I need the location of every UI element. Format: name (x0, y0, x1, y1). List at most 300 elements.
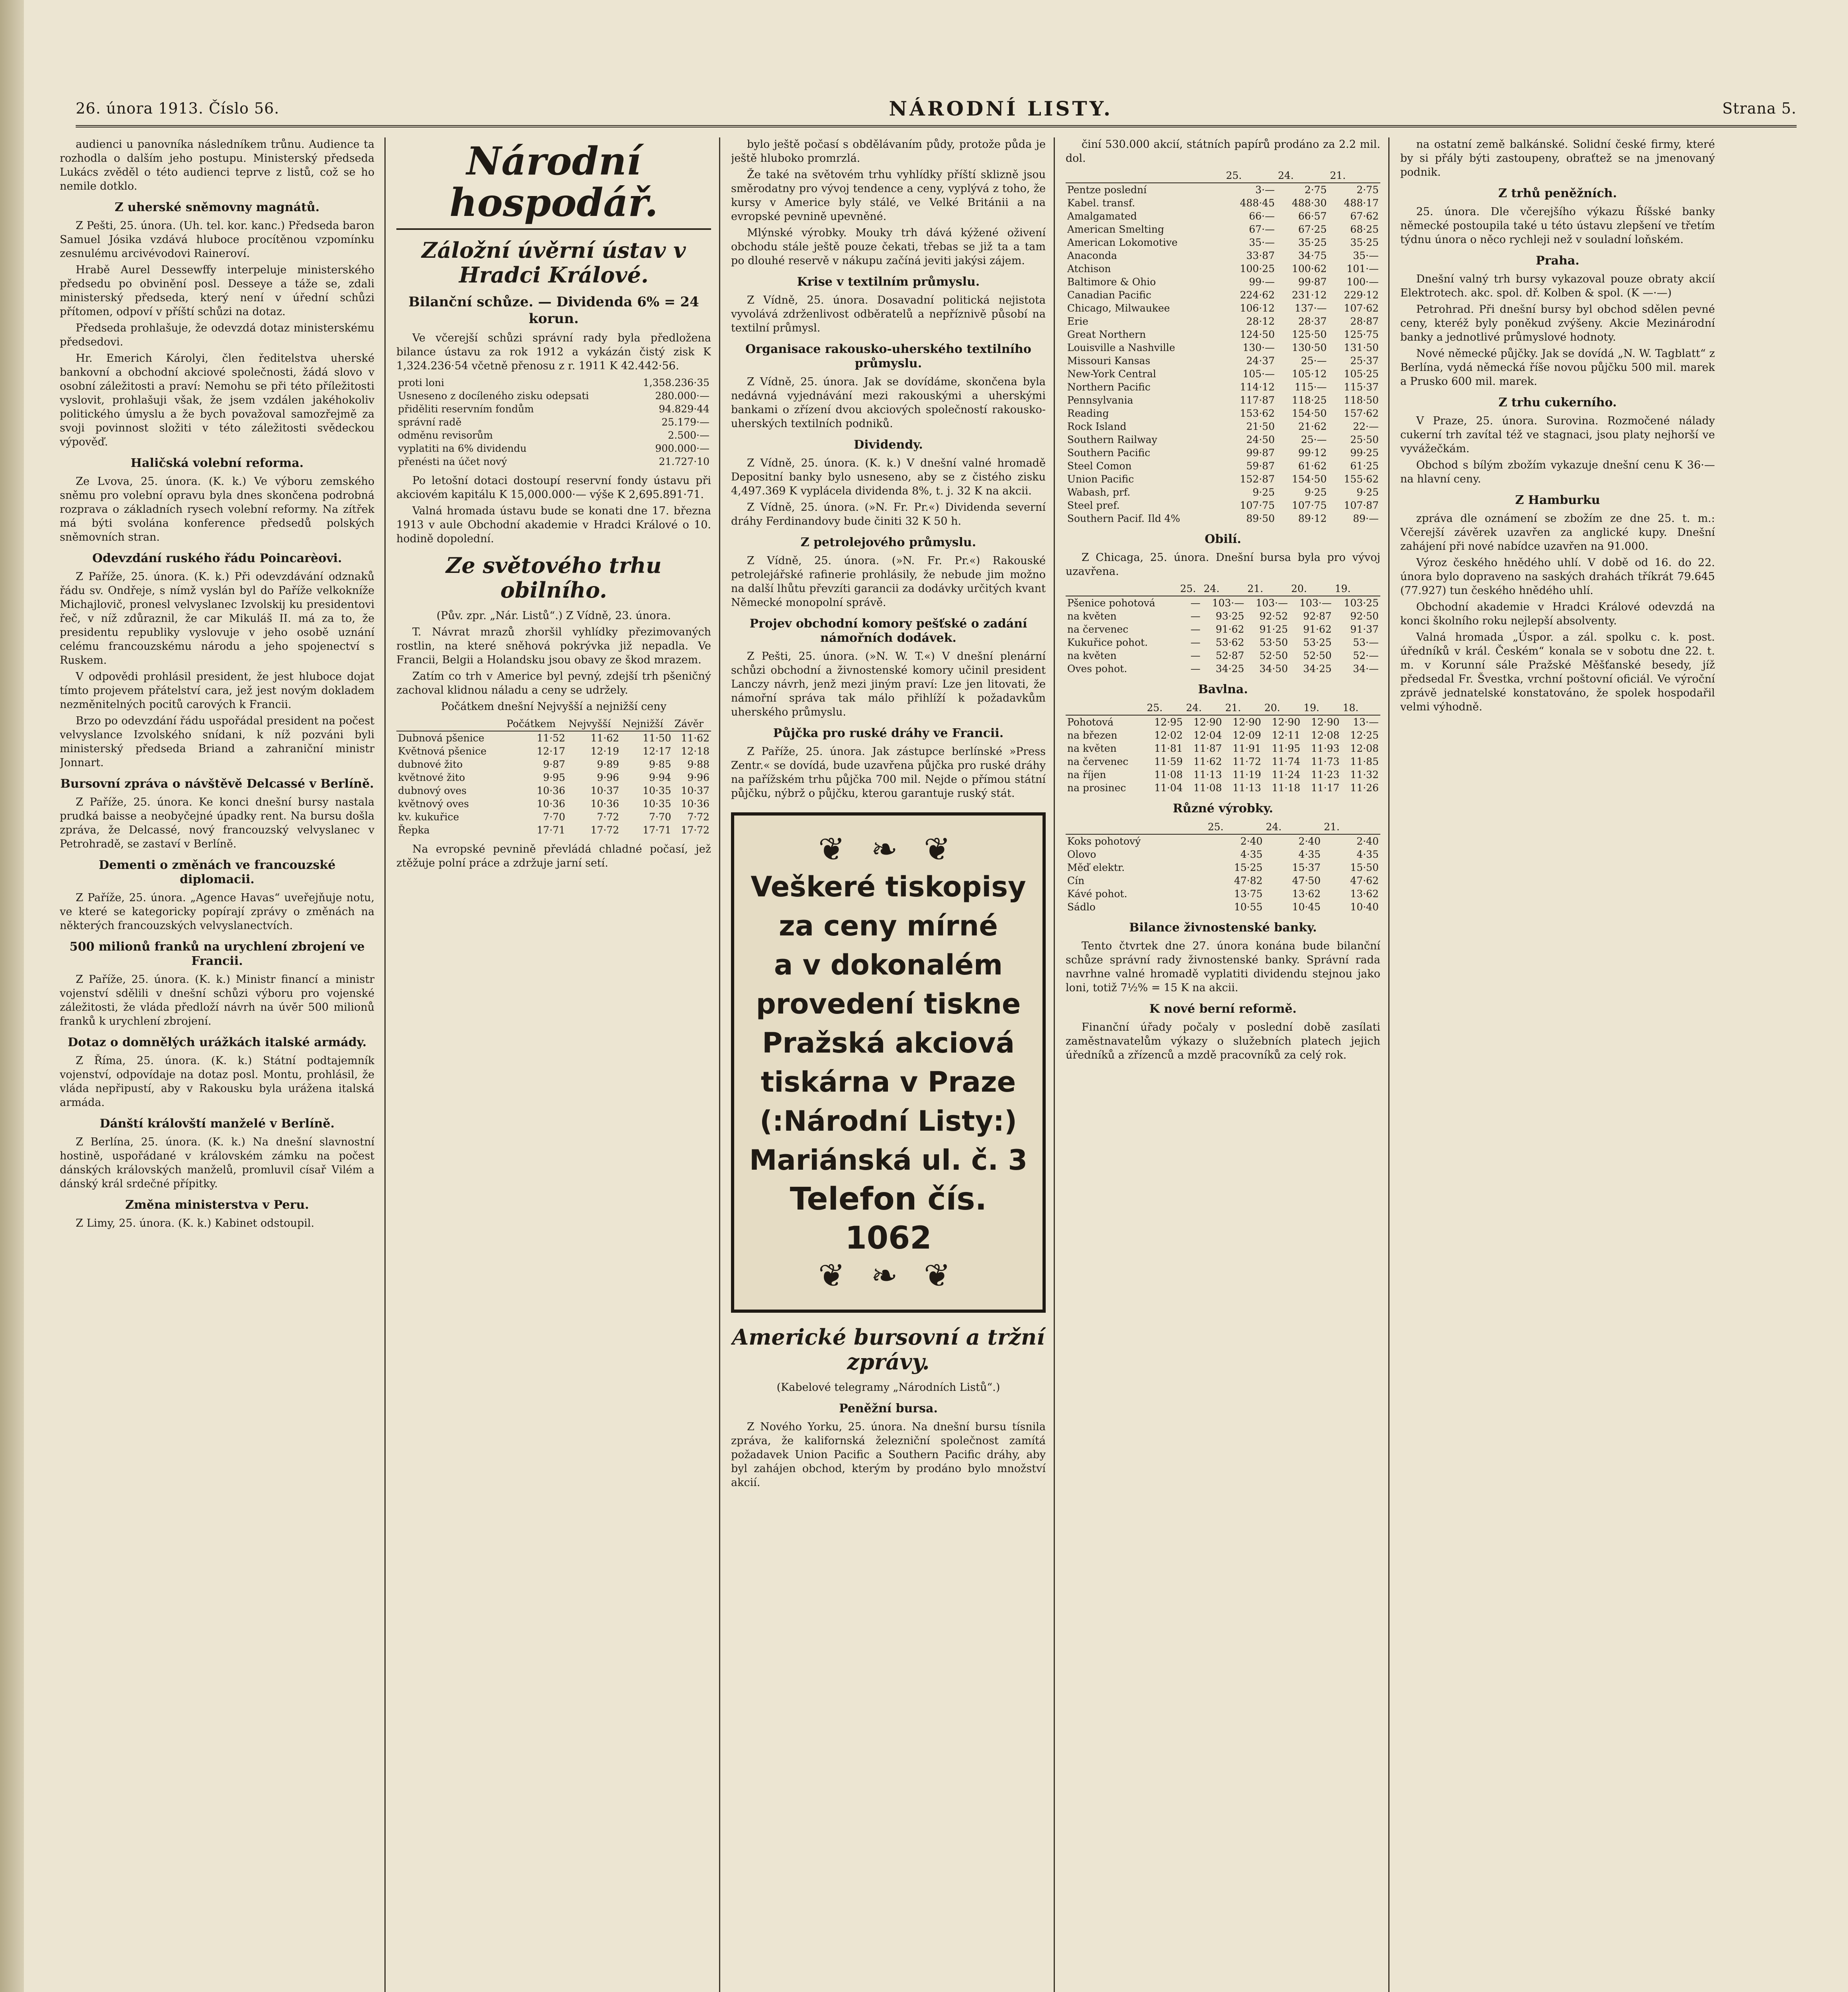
paragraph: bylo ještě počasí s obdělávaním půdy, protože půda je ještě hluboko promrzlá. (731, 138, 1046, 165)
ad-line: Mariánská ul. č. 3 (749, 1144, 1028, 1176)
column-header (1066, 582, 1178, 596)
table-cell: 17·71 (643, 824, 671, 836)
headline: Krise v textilním průmyslu. (797, 275, 980, 289)
table-cell: přiděliti reservním fondům (398, 403, 534, 415)
table-cell: 11·04 (1154, 782, 1183, 794)
table-cell: 105·12 (1292, 368, 1327, 380)
column-header: 19. (1302, 701, 1341, 715)
table-cell: 11·13 (1193, 769, 1222, 780)
table-cell: 17·72 (590, 824, 619, 836)
table-cell: 107·87 (1344, 500, 1379, 511)
paragraph: Brzo po odevzdání řádu uspořádal president na počest velvyslance Izvolského snídani, k níž pozváni byli ministerský předseda Briand a zahraniční ministr Jonnart. (60, 715, 374, 769)
table-cell: Cín (1067, 875, 1085, 886)
table-row (396, 745, 711, 758)
table-cell: 10·35 (643, 785, 671, 796)
table-cell: Oves pohot. (1067, 663, 1127, 674)
table-cell: 11·72 (1233, 756, 1261, 767)
table-cell: 66·57 (1298, 210, 1327, 222)
table-row (1066, 407, 1380, 420)
table-row (396, 389, 711, 402)
table-cell: 103·— (1256, 597, 1288, 609)
table-cell: 67·— (1249, 224, 1275, 235)
table-row (1066, 341, 1380, 354)
table-row (396, 758, 711, 771)
paragraph: na ostatní země balkánské. Solidní české firmy, které by si přály býti zastoupeny, obraťtež se na jmenovaný podnik. (1400, 138, 1715, 178)
table-cell: Pšenice pohotová (1067, 597, 1155, 609)
table-cell: 11·62 (681, 732, 709, 744)
column-header: 24. (1264, 820, 1322, 834)
column-header (1066, 820, 1206, 834)
column-header (396, 717, 505, 731)
paragraph: 25. února. Dle včerejšího výkazu Říšské banky německé postoupila také u této ústavu zlepšení ve třetím týdnu února o něco rychleji než v souladní loňském. (1400, 206, 1715, 246)
column-header: 21. (1322, 820, 1380, 834)
table-cell: 2.500·— (668, 429, 709, 441)
table-cell: 24·50 (1246, 434, 1275, 445)
table-header-row (1066, 169, 1380, 183)
table-cell: 13·— (1353, 716, 1379, 728)
table-row (1066, 834, 1380, 848)
paragraph: Z Paříže, 25. února. Jak zástupce berlínské »Press Zentr.« se dovídá, bude uzavřena půjčka pro ruské dráhy na pařížském trhu půjčka 700 mil. Nejde o přímou státní půjčku, nýbrž o půjčku, kterou garantuje ruský stát. (731, 745, 1046, 800)
table-cell: 67·62 (1350, 210, 1379, 222)
table-cell: Chicago, Milwaukee (1067, 302, 1170, 314)
paragraph: činí 530.000 akcií, státních papírů prodáno za 2.2 mil. dol. (1066, 138, 1380, 165)
table-cell: 2·75 (1356, 184, 1379, 196)
table-row (1066, 649, 1380, 662)
column-rule (1388, 137, 1389, 1992)
table-cell: 34·25 (1303, 663, 1332, 674)
table-cell: na květen (1067, 650, 1117, 661)
table-cell: 11·08 (1154, 769, 1183, 780)
table-cell: Erie (1067, 316, 1088, 327)
paragraph: Petrohrad. Při dnešní bursy byl obchod sdělen pevné ceny, kteréž byly poněkud zvýšeny. Akcie Mezinárodní banky a jednotlivé průmyslové hodnoty. (1400, 303, 1715, 343)
table-cell: 900.000·— (655, 443, 709, 454)
table-cell: 101·— (1346, 263, 1379, 274)
table-cell: 92·50 (1350, 610, 1379, 622)
table-cell: 103·25 (1344, 597, 1379, 609)
table-cell: 34·25 (1215, 663, 1244, 674)
paragraph: Z Vídně, 25. února. (»N. Fr. Pr.«) Dividenda severní dráhy Ferdinandovy bude činiti 32 K 50 h. (731, 501, 1046, 527)
paragraph: Z Vídně, 25. února. (K. k.) V dnešní valné hromadě Depositní banky bylo usneseno, aby se z čistého zisku 4,497.369 K vyplácela dividenda 8%, t. j. 32 K na akcii. (731, 457, 1046, 497)
table-row (1066, 874, 1380, 887)
table-row (1066, 394, 1380, 407)
table-cell: 152·87 (1240, 473, 1275, 485)
table-cell: Pentze poslední (1067, 184, 1147, 196)
column-header: Nejnižší (621, 717, 673, 731)
table-cell: 53·25 (1303, 637, 1332, 648)
paragraph: Z Berlína, 25. února. (K. k.) Na dnešní slavnostní hostině, uspořádané v královském zámku na počest dánských královských manželů, promluvil císař Vilém a dánský král srdečné přípitky. (60, 1136, 374, 1190)
table-cell: 10·40 (1350, 901, 1379, 913)
paragraph: Valná hromada „Úspor. a zál. spolku c. k. post. úředníků v král. Českém“ konala se v sobotu dne 22. t. m. v Korunní sále Pražské Měšťanské besedy, jíž předsedal Fr. Švestka, vrchní poštovní oficiál. Ve výroční zprávě jednatelské konstatováno, že spolek hospodařil velmi výhodně. (1400, 631, 1715, 713)
table-cell: 25·— (1301, 355, 1327, 367)
table-cell: — (1190, 623, 1201, 635)
headline: Z uherské sněmovny magnátů. (114, 200, 320, 214)
table-cell: — (1190, 610, 1201, 622)
column-header: 21. (1246, 582, 1289, 596)
table-row (1066, 262, 1380, 275)
page-header (76, 92, 1797, 127)
table-cell: 89·— (1353, 513, 1379, 524)
table-header-row (1066, 582, 1380, 596)
column-header: 20. (1263, 701, 1302, 715)
table-cell: 52·87 (1215, 650, 1244, 661)
column-header: 25. (1224, 169, 1276, 183)
headline: K nové berní reformě. (1149, 1002, 1297, 1016)
table-cell: 153·62 (1240, 408, 1275, 419)
table-row (1066, 249, 1380, 262)
table-row (1066, 662, 1380, 675)
ornament-icon: ❦ ❧ ❦ (818, 831, 958, 868)
table-row (1066, 768, 1380, 781)
table-cell: Měď elektr. (1067, 862, 1125, 873)
table-cell: 9·25 (1356, 486, 1379, 498)
table-row (396, 731, 711, 745)
column-rule (719, 137, 720, 1992)
headline: Z trhu cukerního. (1498, 396, 1617, 410)
table-cell: 7·70 (649, 811, 671, 823)
table-cell: 35·25 (1350, 237, 1379, 248)
table-row (1066, 900, 1380, 914)
paragraph: Z Paříže, 25. února. (K. k.) Ministr financí a ministr vojenství sdělili v dnešní schůzi výboru pro vojenské záležitosti, že vláda předloží návrh na úvěr 500 milionů franků k urychlení zbrojení. (60, 973, 374, 1027)
table-cell: 118·50 (1344, 394, 1379, 406)
table-row (396, 784, 711, 797)
table-cell: 9·87 (543, 759, 565, 770)
table-cell: Anaconda (1067, 250, 1117, 261)
table-row (1066, 328, 1380, 341)
headline: Peněžní bursa. (839, 1402, 938, 1416)
table-cell: 53·62 (1215, 637, 1244, 648)
table-cell: 154·50 (1292, 408, 1327, 419)
table-cell: 25.179·— (661, 416, 709, 428)
table-cell: 12·02 (1154, 729, 1183, 741)
table-cell: 12·90 (1311, 716, 1340, 728)
table-row (1066, 742, 1380, 755)
table-cell: dubnové žito (398, 759, 463, 770)
table-cell: 12·08 (1350, 743, 1379, 754)
paragraph: Z Paříže, 25. února. „Agence Havas“ uveřejňuje notu, ve které se kategoricky popírají zprávy o změnách na některých francouzských velvyslanectvích. (60, 892, 374, 932)
commodity-quotes-table (1066, 820, 1380, 914)
headline: Haličská volební reforma. (130, 456, 304, 470)
paragraph: Finanční úřady počaly v poslední době zasílati zaměstnavatelům výkazy o služebních platech jejich úředníků a zřízenců a mzdě pracovníků za celý rok. (1066, 1021, 1380, 1061)
table-cell: Amalgamated (1067, 210, 1137, 222)
headline: Ze světového trhu obilního. (446, 553, 662, 603)
table-cell: 13·62 (1350, 888, 1379, 900)
table-cell: 124·50 (1240, 329, 1275, 340)
table-cell: Rock Island (1067, 421, 1127, 432)
table-cell: 11·26 (1350, 782, 1379, 794)
table-cell: 47·50 (1292, 875, 1321, 886)
table-row (1066, 315, 1380, 328)
table-row (1066, 223, 1380, 236)
table-cell: 11·50 (643, 732, 671, 744)
table-cell: 10·36 (537, 785, 565, 796)
section-title: Národní hospodář. (396, 141, 711, 230)
table-row (1066, 623, 1380, 636)
ad-line: a v dokonalém (774, 949, 1003, 981)
issue-date: 26. února 1913. Číslo 56. (76, 100, 280, 117)
table-cell: 93·25 (1215, 610, 1244, 622)
column-header (1066, 169, 1224, 183)
table-cell: 11·08 (1193, 782, 1222, 794)
table-header-row (1066, 820, 1380, 834)
paragraph: Z Paříže, 25. února. Ke konci dnešní bursy nastala prudká baisse a neobyčejné úpadky rent. Na bursu došla zpráva, že Delcassé, nový francouzský velvyslanec v Petrohradě, se zastaví v Berlíně. (60, 796, 374, 850)
column-header: 18. (1341, 701, 1380, 715)
table-cell: — (1190, 663, 1201, 674)
table-header-row (1066, 701, 1380, 715)
table-cell: 157·62 (1344, 408, 1379, 419)
paragraph: Tento čtvrtek dne 27. února konána bude bilanční schůze správní rady živnostenské banky. Správní rada navrhne valné hromadě vyplatiti dividendu stejnou jako loni, totiž 7½% = 15 K na akcii. (1066, 940, 1380, 994)
column-header: 21. (1328, 169, 1380, 183)
table-cell: 7·70 (543, 811, 565, 823)
table-cell: 28·87 (1350, 316, 1379, 327)
table-cell: 11·59 (1154, 756, 1183, 767)
table-cell: Reading (1067, 408, 1109, 419)
table-cell: 68·25 (1350, 224, 1379, 235)
table-cell: 12·95 (1154, 716, 1183, 728)
table-cell: 2·40 (1240, 835, 1263, 847)
table-cell: 231·12 (1292, 289, 1327, 301)
headline: Dividendy. (854, 438, 923, 452)
table-cell: 12·90 (1272, 716, 1301, 728)
table-cell: kv. kukuřice (398, 811, 459, 823)
table-cell: Great Northern (1067, 329, 1146, 340)
table-cell: 4·35 (1356, 849, 1379, 860)
table-header-row (396, 717, 711, 731)
table-row (396, 376, 711, 389)
table-cell: 35·— (1353, 250, 1379, 261)
table-cell: Pennsylvania (1067, 394, 1133, 406)
table-cell: 130·— (1242, 342, 1275, 353)
table-cell: vyplatiti na 6% dividendu (398, 443, 527, 454)
table-cell: přenésti na účet nový (398, 456, 507, 467)
table-row (1066, 354, 1380, 367)
table-row (1066, 183, 1380, 196)
table-cell: 33·87 (1246, 250, 1275, 261)
table-cell: 103·— (1212, 597, 1244, 609)
table-cell: 15·50 (1350, 862, 1379, 873)
table-row (1066, 380, 1380, 394)
table-cell: 13·75 (1234, 888, 1263, 900)
table-cell: Dubnová pšenice (398, 732, 484, 744)
table-cell: dubnový oves (398, 785, 467, 796)
column-header: Nejvyšší (567, 717, 621, 731)
table-cell: 118·25 (1292, 394, 1327, 406)
table-cell: proti loni (398, 377, 445, 388)
table-cell: 53·50 (1259, 637, 1288, 648)
table-cell: 67·25 (1298, 224, 1327, 235)
table-cell: 105·— (1242, 368, 1275, 380)
table-cell: 130·50 (1292, 342, 1327, 353)
table-cell: 34·50 (1259, 663, 1288, 674)
paragraph: Dnešní valný trh bursy vykazoval pouze obraty akcií Elektrotech. akc. spol. dř. Kolben & spol. (K —·—) (1400, 273, 1715, 299)
table-cell: 61·62 (1298, 460, 1327, 472)
table-cell: 99·12 (1298, 447, 1327, 459)
table-cell: Southern Pacif. Ild 4% (1067, 513, 1180, 524)
table-cell: 11·95 (1272, 743, 1301, 754)
table-cell: Koks pohotový (1067, 835, 1141, 847)
table-cell: Northern Pacific (1067, 381, 1151, 393)
table-cell: 12·11 (1272, 729, 1301, 741)
table-cell: Květnová pšenice (398, 745, 487, 757)
table-cell: 11·74 (1272, 756, 1301, 767)
table-cell: 25·37 (1350, 355, 1379, 367)
table-cell: — (1190, 650, 1201, 661)
headline: Z petrolejového průmyslu. (800, 535, 976, 549)
table-cell: 3·— (1255, 184, 1275, 196)
headline: Dánští královští manželé v Berlíně. (100, 1117, 335, 1131)
table-row (1066, 196, 1380, 210)
headline: Odevzdání ruského řádu Poincarèovi. (92, 551, 342, 565)
table-row (396, 402, 711, 416)
table-cell: Wabash, prf. (1067, 486, 1131, 498)
table-cell: 52·— (1353, 650, 1379, 661)
paragraph: Mlýnské výrobky. Mouky trh dává kýžené oživení obchodu stále ještě pouze čekati, třebas se již ta a tam po dlouhé reservě v nákupu začíná jeviti jakýsi zájem. (731, 227, 1046, 267)
paragraph: V Praze, 25. února. Surovina. Rozmočené nálady cukerní trh zavítal též ve stagnaci, jsou platy nejhorší ve vyvážečkám. (1400, 415, 1715, 455)
table-cell: 25·50 (1350, 434, 1379, 445)
table-cell: 9·25 (1252, 486, 1275, 498)
table-cell: 47·62 (1350, 875, 1379, 886)
column-5 (1400, 137, 1715, 1992)
subheadline: Bilanční schůze. — Dividenda 6% = 24 korun. (408, 294, 699, 327)
headline: Bilance živnostenské banky. (1129, 921, 1317, 935)
table-cell: 10·55 (1234, 901, 1263, 913)
table-cell: 103·— (1299, 597, 1332, 609)
table-cell: Steel pref. (1067, 500, 1120, 511)
table-cell: 107·62 (1344, 302, 1379, 314)
table-cell: 10·37 (590, 785, 619, 796)
table-row (1066, 473, 1380, 486)
paragraph: Ve včerejší schůzi správní rady byla předložena bilance ústavu za rok 1912 a vykázán čistý zisk K 1,324.236·54 včetně přenosu z r. 1911 K 42.442·56. (396, 332, 711, 372)
table-cell: Canadian Pacific (1067, 289, 1152, 301)
table-row (1066, 715, 1380, 729)
table-row (396, 416, 711, 429)
table-cell: 22·— (1353, 421, 1379, 432)
table-cell: 100·— (1346, 276, 1379, 288)
column-header: Počátkem (505, 717, 567, 731)
table-row (1066, 288, 1380, 302)
column-header (1066, 701, 1145, 715)
grain-quotes-table (1066, 582, 1380, 675)
table-cell: na březen (1067, 729, 1117, 741)
table-row (1066, 781, 1380, 794)
byline: (Kabelové telegramy „Národních Listů“.) (776, 1381, 1000, 1394)
table-cell: 94.829·44 (658, 403, 709, 415)
cotton-quotes-table (1066, 701, 1380, 794)
table-cell: 11·52 (537, 732, 565, 744)
table-cell: 9·96 (597, 772, 619, 783)
table-cell: 11·81 (1154, 743, 1183, 754)
table-row (1066, 512, 1380, 525)
table-cell: Missouri Kansas (1067, 355, 1150, 367)
table-row (1066, 610, 1380, 623)
table-cell: 106·12 (1240, 302, 1275, 314)
paragraph: Předseda prohlašuje, že odevzdá dotaz ministerskému předsedovi. (60, 322, 374, 348)
table-cell: 131·50 (1344, 342, 1379, 353)
table-cell: na červenec (1067, 623, 1129, 635)
table-cell: 28·37 (1298, 316, 1327, 327)
headline: Praha. (1536, 254, 1580, 268)
table-row (1066, 367, 1380, 380)
ad-line: za ceny mírné (779, 910, 998, 942)
paragraph: Obchodní akademie v Hradci Králové odevzdá na konci školního roku nejlepší absolventy. (1400, 601, 1715, 627)
paragraph: V odpovědi prohlásil president, že jest hluboce dojat tímto projevem přátelství cara, jež jest novým dokladem nezměnitelných pocitů carových k Francii. (60, 671, 374, 711)
table-cell: 2·75 (1304, 184, 1327, 196)
table-cell: 155·62 (1344, 473, 1379, 485)
table-cell: 117·87 (1240, 394, 1275, 406)
paragraph: Obchod s bílým zbožím vykazuje dnešní cenu K 36·— na hlavní ceny. (1400, 459, 1715, 485)
printing-house-advertisement (731, 812, 1046, 1313)
paragraph: Z Chicaga, 25. února. Dnešní bursa byla pro vývoj uzavřena. (1066, 551, 1380, 578)
table-cell: 10·45 (1292, 901, 1321, 913)
column-4 (1066, 137, 1380, 1992)
table-cell: 89·50 (1246, 513, 1275, 524)
column-header: 20. (1289, 582, 1333, 596)
table-cell: 11·24 (1272, 769, 1301, 780)
table-cell: 12·19 (590, 745, 619, 757)
table-cell: správní radě (398, 416, 462, 428)
grain-futures-table (396, 717, 711, 837)
table-cell: 9·25 (1304, 486, 1327, 498)
column-header: 24. (1276, 169, 1329, 183)
table-cell: 9·95 (543, 772, 565, 783)
paragraph: Z Říma, 25. února. (K. k.) Státní podtajemník vojenství, odpovídaje na dotaz posl. Montu, prohlásil, že vláda nepřipustí, aby v Rakousku byla urážena italská armáda. (60, 1055, 374, 1109)
table-cell: 107·75 (1292, 500, 1327, 511)
table-cell: 12·17 (643, 745, 671, 757)
table-cell: 11·23 (1311, 769, 1340, 780)
masthead: NÁRODNÍ LISTY. (889, 96, 1113, 120)
table-cell: 488·17 (1344, 197, 1379, 209)
paragraph: Z Pešti, 25. února. (Uh. tel. kor. kanc.) Předseda baron Samuel Jósika vzdává hluboce procítěnou vzpomínku zesnulému arcivévodovi Raineroví. (60, 220, 374, 260)
table-cell: 99·87 (1246, 447, 1275, 459)
ad-line: (:Národní Listy:) (759, 1105, 1017, 1137)
table-row (1066, 729, 1380, 742)
paragraph: Z Paříže, 25. února. (K. k.) Při odevzdávání odznaků řádu sv. Ondřeje, s nímž vyslán byl do Paříže velkokníže Michajlovič, pronesl velvyslanec Izvolskij ku presidentovi řeč, v níž zdůraznil, že car Mikuláš II. má za to, že presidentu republiky vyslovuje v jeho osobě uznání celému francouzskému národu a jeho spojenectví s Ruskem. (60, 571, 374, 667)
paragraph: zpráva dle oznámení se zbožím ze dne 25. t. m.: Včerejší závěrek uzavřen za anglické kupy. Dnešní zahájení při nové nabídce uzavřen na 91.000. (1400, 512, 1715, 553)
table-cell: 91·37 (1350, 623, 1379, 635)
table-cell: 12·04 (1193, 729, 1222, 741)
headline: Americké bursovní a tržní zprávy. (732, 1324, 1045, 1374)
headline: Bavlna. (1198, 682, 1248, 696)
column-2 (396, 137, 711, 1992)
table-cell: Usneseno z docíleného zisku odepsati (398, 390, 589, 402)
headline: Různé výrobky. (1173, 802, 1273, 816)
table-row (1066, 302, 1380, 315)
table-cell: 11·85 (1350, 756, 1379, 767)
paragraph: Že také na světovém trhu vyhlídky příští sklizně jsou směrodatny pro vývoj tendence a ceny, vyplývá z toho, že kursy v Americe byly stálé, ve Velké Británii a na evropské pevnině upevněné. (731, 169, 1046, 223)
headline: Organisace rakousko-uherského textilního průmyslu. (745, 342, 1031, 371)
table-cell: 107·75 (1240, 500, 1275, 511)
table-cell: Olovo (1067, 849, 1096, 860)
table-cell: 47·82 (1234, 875, 1263, 886)
table-cell: 28·12 (1246, 316, 1275, 327)
table-cell: 7·72 (597, 811, 619, 823)
headline: Obilí. (1205, 532, 1241, 546)
paragraph: Zatím co trh v Americe byl pevný, zdejší trh pšeničný zachoval klidnou náladu a ceny se udržely. (396, 670, 711, 696)
table-cell: Baltimore & Ohio (1067, 276, 1156, 288)
paragraph: Hr. Emerich Károlyi, člen ředitelstva uherské bankovní a obchodní akciové společnosti, žádá slovo v osobní záležitosti a praví: Nemohu se při této příležitosti vyslovit, prohlašuji však, že jsem vzdálen jakéhokoliv politického úmyslu a že bych považoval samozřejmě za svoji povinnost složiti v této záležitosti svědeckou výpověď. (60, 352, 374, 448)
table-cell: 10·36 (590, 798, 619, 810)
table-row (1066, 420, 1380, 433)
ornament-icon: ❦ ❧ ❦ (818, 1257, 958, 1294)
table-cell: 12·90 (1233, 716, 1261, 728)
table-row (1066, 433, 1380, 446)
table-cell: 11·32 (1350, 769, 1379, 780)
table-cell: 89·12 (1298, 513, 1327, 524)
headline: Bursovní zpráva o návštěvě Delcassé v Berlíně. (60, 777, 374, 791)
table-cell: 100·62 (1292, 263, 1327, 274)
table-cell: 21·62 (1298, 421, 1327, 432)
table-cell: 137·— (1294, 302, 1327, 314)
column-1 (60, 137, 374, 1992)
